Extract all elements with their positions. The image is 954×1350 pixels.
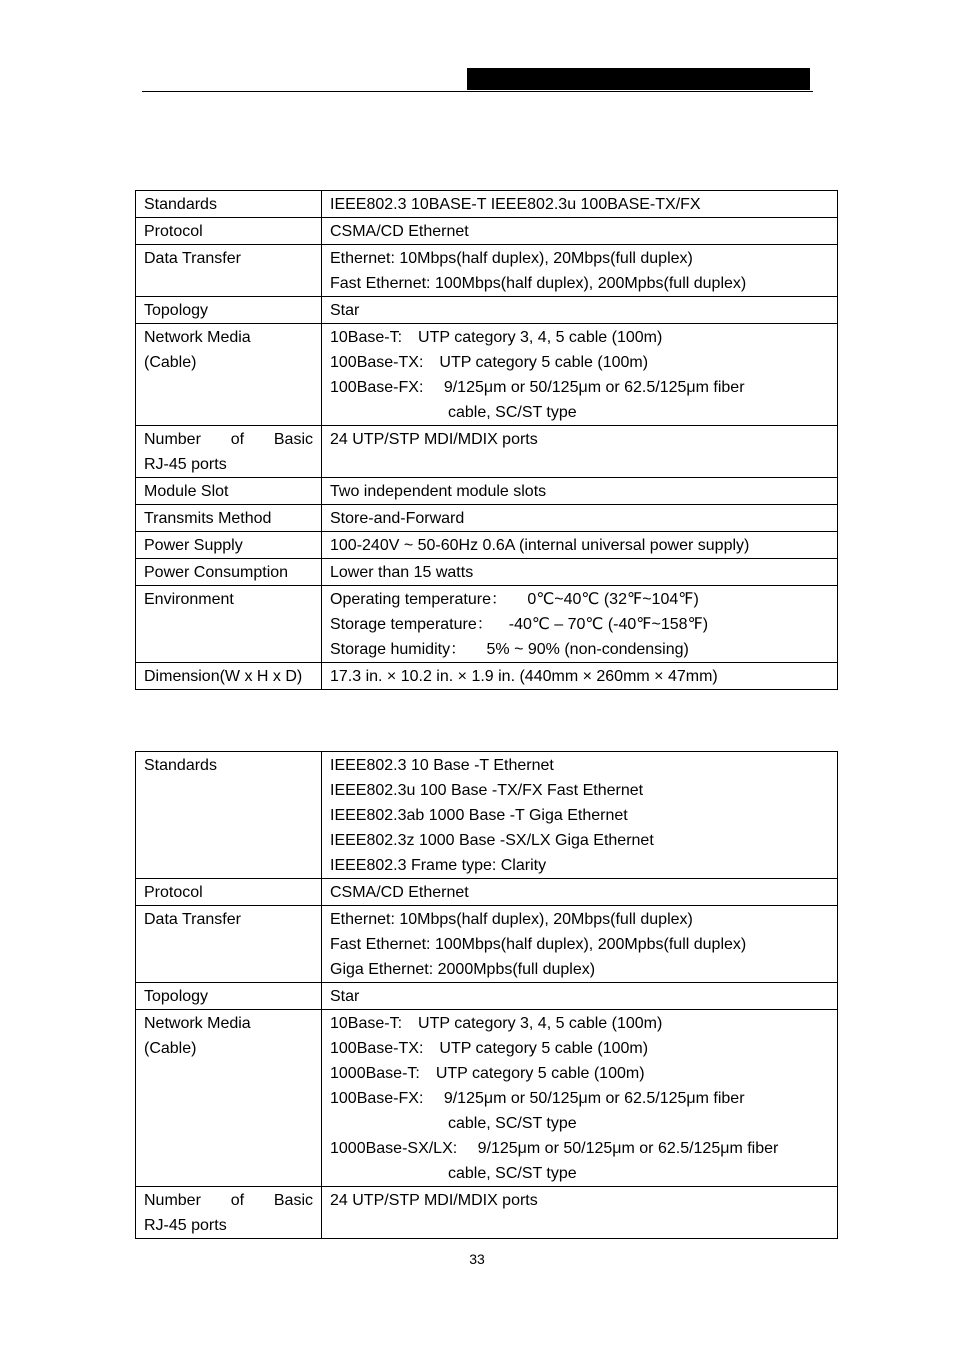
row-value: CSMA/CD Ethernet [322,218,838,245]
label-word: of [230,431,245,448]
table-row [136,218,838,245]
row-value: IEEE802.3 10BASE-T IEEE802.3u 100BASE-TX/FX [322,191,838,218]
row-label: Protocol [136,218,322,245]
row-value: 17.3 in. × 10.2 in. × 1.9 in. (440mm × 260mm × 47mm) [322,663,838,690]
row-label: Topology [136,983,322,1010]
table-row [136,752,838,879]
table-row [136,426,838,478]
table-row [136,191,838,218]
row-value: 24 UTP/STP MDI/MDIX ports [322,426,838,478]
header-bar [467,68,810,90]
table-row [136,245,838,297]
justified-label [144,1188,313,1213]
row-value: Star [322,297,838,324]
row-label: Module Slot [136,478,322,505]
table-row [136,879,838,906]
row-value: Two independent module slots [322,478,838,505]
table-row [136,906,838,983]
row-value: Star [322,983,838,1010]
row-label: Number of Basic RJ-45 ports [136,426,322,478]
spec-table-1 [135,190,838,690]
label-word: Number [144,1192,201,1209]
label-word: Number [144,431,201,448]
label-word: Basic [273,1192,313,1209]
row-label: Number of Basic RJ-45 ports [136,1187,322,1239]
row-value: Lower than 15 watts [322,559,838,586]
row-label: Power Supply [136,532,322,559]
table-row [136,505,838,532]
row-label: Standards [136,752,322,879]
row-value: 100-240V ~ 50-60Hz 0.6A (internal universal power supply) [322,532,838,559]
table-row [136,559,838,586]
table-row [136,532,838,559]
row-value: Store-and-Forward [322,505,838,532]
table-row [136,1010,838,1187]
table-row [136,478,838,505]
table-row [136,586,838,663]
row-value: Ethernet: 10Mbps(half duplex), 20Mbps(full duplex) Fast Ethernet: 100Mbps(half duplex), 200Mpbs(full duplex) [322,245,838,297]
row-value: 10Base-T: UTP category 3, 4, 5 cable (100m) 100Base-TX: UTP category 5 cable (100m) 100Base-FX: 9/125μm or 50/125μm or 62.5/125μm fiber cable, SC/ST type [322,324,838,426]
table-row [136,663,838,690]
spec-table-2 [135,751,838,1239]
row-label: Transmits Method [136,505,322,532]
row-value: Ethernet: 10Mbps(half duplex), 20Mbps(full duplex) Fast Ethernet: 100Mbps(half duplex), 200Mpbs(full duplex) Giga Ethernet: 2000Mpbs(full duplex) [322,906,838,983]
row-label: Data Transfer [136,245,322,297]
table-row [136,297,838,324]
row-label: Standards [136,191,322,218]
table-row [136,983,838,1010]
label-word: Basic [273,431,313,448]
header-rule [142,91,813,92]
row-value: 24 UTP/STP MDI/MDIX ports [322,1187,838,1239]
row-label: Environment [136,586,322,663]
row-label: Network Media (Cable) [136,1010,322,1187]
row-value: 10Base-T: UTP category 3, 4, 5 cable (100m) 100Base-TX: UTP category 5 cable (100m) 1000Base-T: UTP category 5 cable (100m) 100Base-FX: 9/125μm or 50/125μm or 62.5/125μm fiber cable, SC/ST type 1000Base-SX/LX: 9/125μm or 50/125μm or 62.5/125μm fiber cable, SC/ST type [322,1010,838,1187]
row-value: CSMA/CD Ethernet [322,879,838,906]
row-label: Protocol [136,879,322,906]
justified-label [144,427,313,452]
row-value: IEEE802.3 10 Base -T Ethernet IEEE802.3u 100 Base -TX/FX Fast Ethernet IEEE802.3ab 1000 Base -T Giga Ethernet IEEE802.3z 1000 Base -SX/LX Giga Ethernet IEEE802.3 Frame type: Clarity [322,752,838,879]
page-number: 33 [469,1251,485,1267]
row-label: Dimension(W x H x D) [136,663,322,690]
row-value: Operating temperature： 0℃~40℃ (32℉~104℉) Storage temperature： -40℃ – 70℃ (-40℉~158℉) Storage humidity： 5% ~ 90% (non-condensing) [322,586,838,663]
row-label: Network Media (Cable) [136,324,322,426]
row-label: Topology [136,297,322,324]
table-row [136,324,838,426]
label-word: of [230,1192,245,1209]
row-label: Data Transfer [136,906,322,983]
table-row [136,1187,838,1239]
row-label: Power Consumption [136,559,322,586]
